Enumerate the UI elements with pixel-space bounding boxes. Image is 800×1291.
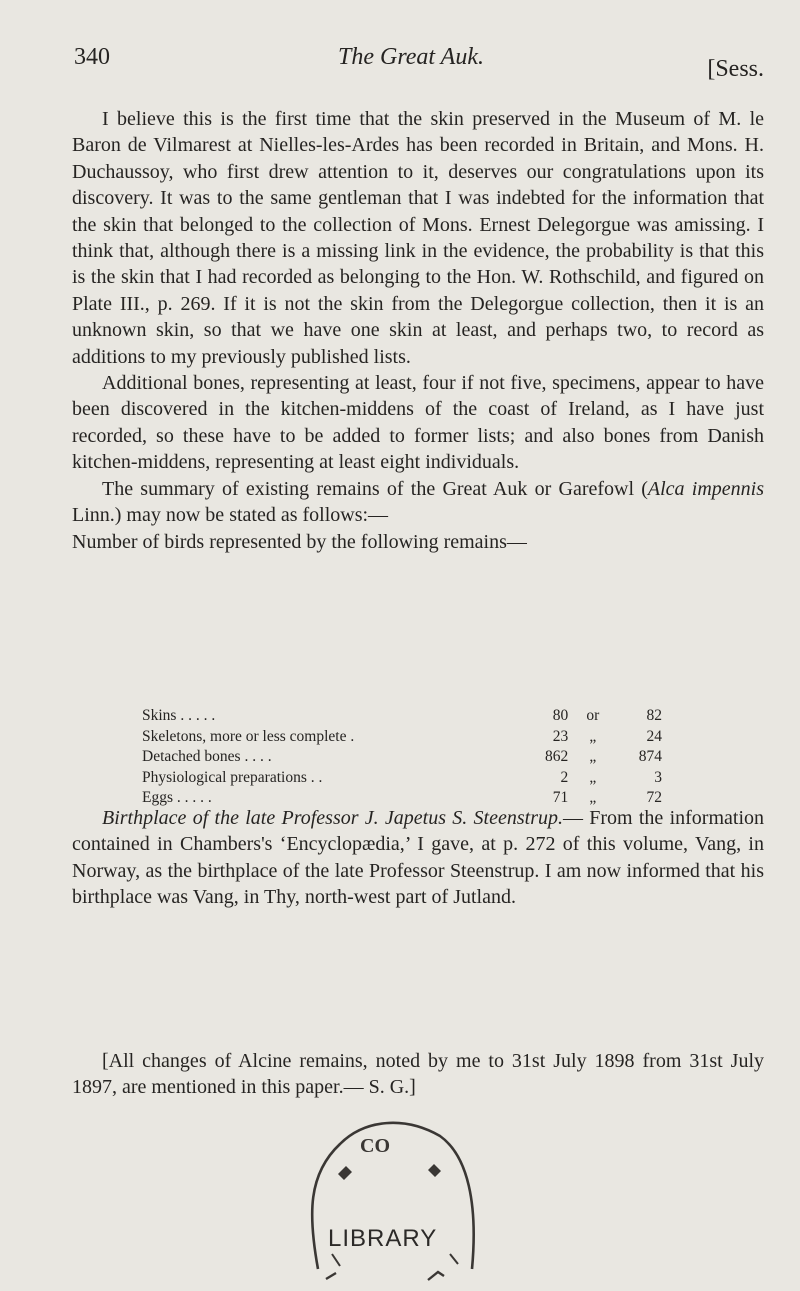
paragraph-note: [All changes of Alcine remains, noted by me to 31st July 1898 from 31st July 1897, are mentioned in this paper.— S. G.] [72,1050,764,1099]
count-high: 874 [638,748,662,766]
row-label: Skeletons, more or less complete [142,727,347,745]
leader-dots: . [346,727,355,745]
count-low: 2 [560,768,569,786]
row-label-cell [142,768,490,789]
page-number: 340 [74,44,110,70]
count-connector: „ [589,748,597,766]
count-high: 3 [654,768,662,786]
table-row [142,747,662,768]
count-low: 71 [552,789,569,807]
library-stamp [300,1104,480,1284]
paragraph-number-of-birds: Number of birds represented by the following remains— [72,530,527,553]
table-row [142,768,662,789]
paragraph-additional-bones: Additional bones, representing at least, four if not five, specimens, appear to have been discovered in the kitchen-middens of the coast of Ireland, as I have just recorded, so these have to be added to former lists; and also bones from Danish kitchen-middens, representing at least eight individuals. [72,372,764,474]
count-low: 23 [552,727,569,745]
main-text [72,106,764,555]
row-label-cell [142,727,490,748]
leader-dots: . . . . [240,748,272,766]
row-label-cell [142,706,490,727]
count-high: 82 [646,707,662,724]
summary-intro-tail: Linn.) may now be stated as follows:— [72,504,389,527]
leader-dots: . . . . . [173,789,212,807]
section-tag: [Sess. [707,56,764,82]
editorial-note [72,1048,764,1101]
count-low: 862 [545,748,569,766]
count-connector: or [586,707,600,724]
birthplace-heading: Birthplace of the late Professor J. Japetus S. Steenstrup. [102,807,563,829]
leader-dots: . . [306,768,323,786]
library-stamp-graphic [300,1104,480,1284]
paragraph-birthplace [72,805,764,911]
stamp-ring-text: CO [360,1135,390,1157]
birthplace-text: — From the information contained in Chambers's ‘Encyclopædia,’ I gave, at p. 272 of this volume, Vang, in Norway, as the birthplace of the late Professor Steenstrup. I am now informed that his birthplace was Vang, in Thy, north-west part of Jutland. [72,807,764,909]
stamp-library-word: LIBRARY [328,1225,438,1252]
running-header [74,44,764,84]
count-low: 80 [552,707,569,724]
paragraph-skin-discovery: I believe this is the first time that the skin preserved in the Museum of M. le Baron de Vilmarest at Nielles-les-Ardes has been recorded in Britain, and Mons. H. Duchaussoy, who first drew attention to it, deserves our congratulations upon its discovery. It was to the same gentleman that I was indebted for the information that the skin that belonged to the collection of Mons. Ernest Delegorgue was amissing. I think that, although there is a missing link in the evidence, the probability is that this is the skin that I had recorded as belonging to the Hon. W. Rothschild, and figured on Plate III., p. 269. If it is not the skin from the Delegorgue collection, then it is an unknown skin, so that we have one skin at least, and perhaps two, to record as additions to my previously published lists. [72,108,764,368]
count-high: 24 [646,727,662,745]
count-high: 72 [646,789,662,807]
table-row [142,727,662,748]
species-name: Alca impennis [647,477,764,500]
running-title: The Great Auk. [338,44,484,70]
table-row [142,706,662,727]
birthplace-section [72,805,764,911]
count-connector: „ [589,727,597,745]
leader-dots: . . . . . [176,707,216,724]
count-connector: „ [589,789,597,807]
row-label: Physiological preparations [142,768,307,786]
row-label-cell [142,747,490,768]
row-label: Eggs [142,789,173,807]
summary-intro-text: The summary of existing remains of the Great Auk or Garefowl ( [102,477,648,500]
row-label: Skins [142,707,177,724]
count-connector: „ [589,768,597,786]
remains-summary-table [142,706,662,809]
row-label: Detached bones [142,748,241,766]
paragraph-summary-intro [72,476,764,529]
